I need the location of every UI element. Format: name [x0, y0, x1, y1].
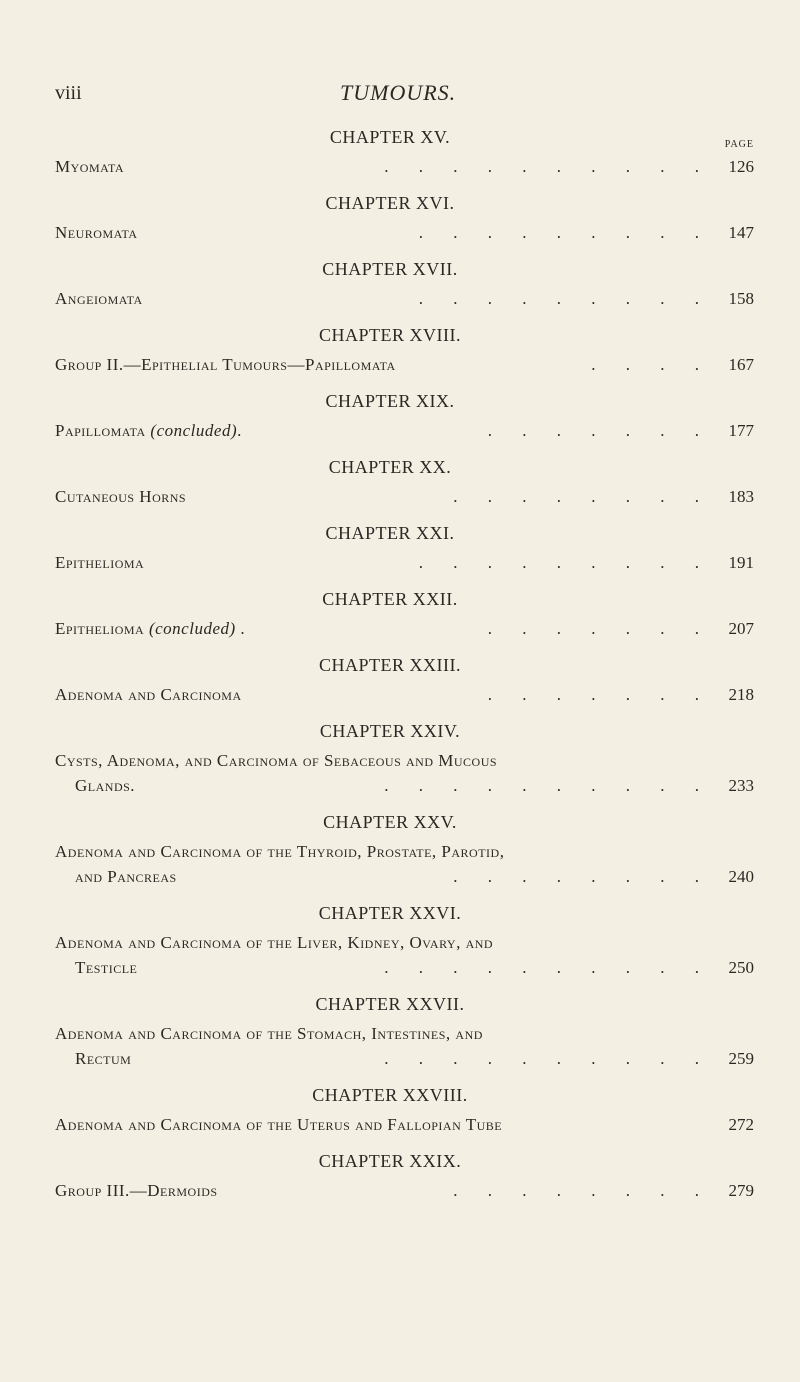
entry-title: Cutaneous Horns: [55, 487, 187, 506]
toc-entry: [55, 157, 754, 177]
entry-title: Group III.—Dermoids: [55, 1181, 218, 1200]
entry-subtitle: (concluded): [150, 421, 238, 440]
entry-title: Adenoma and Carcinoma of the Liver, Kidney, Ovary, and: [55, 933, 494, 952]
toc-entry-line1: [55, 933, 754, 953]
toc-entry: [55, 355, 754, 375]
toc-entry: [55, 223, 754, 243]
entry-title-continued: Rectum: [75, 1049, 132, 1068]
dot-leader: . . . . . . . . . .: [384, 157, 712, 176]
toc-entry: [55, 421, 754, 441]
entry-page: 183: [728, 487, 754, 506]
running-title: TUMOURS.: [340, 80, 457, 105]
entry-title: Adenoma and Carcinoma of the Thyroid, Prostate, Parotid,: [55, 842, 505, 861]
toc-entry: [55, 685, 754, 705]
chapter-heading: CHAPTER XXIX.: [318, 1151, 462, 1171]
entry-page: 240: [728, 867, 754, 886]
dot-leader: . . . . . . . . . .: [384, 958, 712, 977]
toc-entry-line1: [55, 751, 754, 771]
entry-title: Neuromata: [55, 223, 138, 242]
chapter-heading: CHAPTER XXI.: [325, 523, 455, 543]
toc-entry: [55, 867, 754, 887]
toc-entry-line1: [55, 842, 754, 862]
entry-subtitle: (concluded): [148, 619, 236, 638]
chapter-heading: CHAPTER XXVIII.: [312, 1085, 468, 1105]
chapter-heading: CHAPTER XVII.: [322, 259, 458, 279]
entry-title: Angeiomata: [55, 289, 143, 308]
toc-entry: [55, 1049, 754, 1069]
chapter-heading: CHAPTER XXIV.: [319, 721, 461, 741]
dot-leader: . . . .: [591, 355, 712, 374]
chapter-heading: CHAPTER XV.: [329, 127, 451, 147]
dot-leader: . . . . . . . . .: [418, 289, 712, 308]
entry-page: 207: [728, 619, 754, 638]
entry-page: 126: [728, 157, 754, 176]
entry-page: 191: [728, 553, 754, 572]
toc-entry: [55, 1181, 754, 1201]
entry-title: Cysts, Adenoma, and Carcinoma of Sebaceous and Mucous: [55, 751, 498, 770]
entry-title: Papillomata (concluded).: [55, 421, 242, 440]
entry-title: Adenoma and Carcinoma of the Stomach, Intestines, and: [55, 1024, 483, 1043]
entry-title: Group II.—Epithelial Tumours—Papillomata: [55, 355, 396, 374]
toc-entry: [55, 776, 754, 796]
entry-title-continued: and Pancreas: [75, 867, 177, 886]
dot-leader: . . . . . . .: [487, 685, 712, 704]
entry-title-continued: Glands.: [75, 776, 136, 795]
dot-leader: . . . . . . . . .: [418, 223, 712, 242]
dot-leader: . . . . . . . .: [453, 867, 712, 886]
entry-page: 250: [728, 958, 754, 977]
toc-entry: [55, 487, 754, 507]
dot-leader: . . . . . . . .: [453, 487, 712, 506]
chapter-heading: CHAPTER XX.: [328, 457, 452, 477]
entry-title: Epithelioma: [55, 553, 145, 572]
chapter-heading: CHAPTER XIX.: [325, 391, 455, 411]
entry-page: 279: [728, 1181, 754, 1200]
entry-page: 218: [728, 685, 754, 704]
dot-leader: . . . . . . .: [487, 619, 712, 638]
dot-leader: . . . . . . . .: [453, 1181, 712, 1200]
chapter-heading: CHAPTER XXV.: [323, 812, 457, 832]
dot-leader: . . . . . . . . . .: [384, 776, 712, 795]
toc-entry: [55, 619, 754, 639]
page-folio: viii: [55, 82, 82, 104]
entry-title-continued: Testicle: [75, 958, 138, 977]
chapter-heading: CHAPTER XXII.: [322, 589, 458, 609]
entry-page: 167: [728, 355, 754, 374]
toc-entry-line1: [55, 1024, 754, 1044]
dot-leader: . . . . . . .: [487, 421, 712, 440]
chapter-heading: CHAPTER XVIII.: [319, 325, 461, 345]
chapter-heading: CHAPTER XXVI.: [318, 903, 462, 923]
chapter-heading: CHAPTER XVI.: [325, 193, 455, 213]
toc-entry: [55, 958, 754, 978]
entry-page: 177: [728, 421, 754, 440]
dot-leader: . . . . . . . . . .: [384, 1049, 712, 1068]
toc-entry: [55, 553, 754, 573]
entry-page: 259: [728, 1049, 754, 1068]
toc-entry: [55, 1115, 754, 1135]
entry-page: 158: [728, 289, 754, 308]
entry-title: Epithelioma (concluded) .: [55, 619, 246, 638]
chapter-heading: CHAPTER XXIII.: [319, 655, 461, 675]
page-column-label: PAGE: [724, 139, 754, 150]
entry-title: Adenoma and Carcinoma: [55, 685, 242, 704]
entry-title: Adenoma and Carcinoma of the Uterus and Fallopian Tube: [55, 1115, 503, 1134]
toc-entry: [55, 289, 754, 309]
dot-leader: . . . . . . . . .: [418, 553, 712, 572]
entry-title: Myomata: [55, 157, 124, 176]
entry-page: 233: [728, 776, 754, 795]
entry-page: 147: [728, 223, 754, 242]
chapter-heading: CHAPTER XXVII.: [315, 994, 465, 1014]
entry-page: 272: [728, 1115, 754, 1134]
